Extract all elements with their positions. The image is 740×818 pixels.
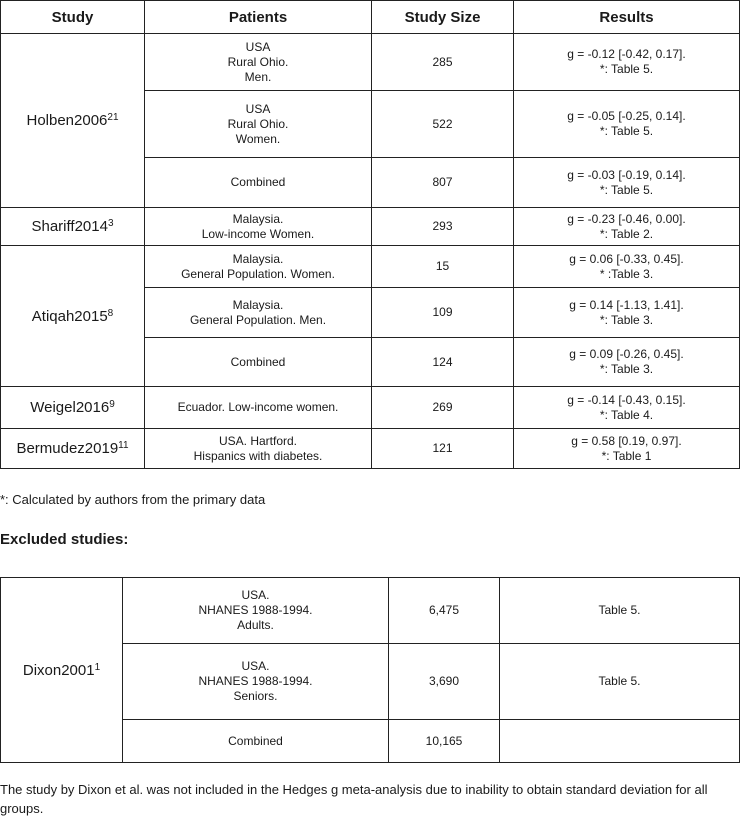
patients-line: Rural Ohio. — [227, 116, 289, 131]
results-line: *: Table 2. — [599, 226, 654, 241]
reference-number: 11 — [118, 440, 129, 451]
study-size-cell: 3,690 — [389, 644, 500, 720]
results-line: g = -0.14 [-0.43, 0.15]. — [567, 392, 686, 407]
study-size-cell: 285 — [372, 34, 514, 91]
results-cell — [514, 387, 740, 429]
patients-line: Hispanics with diabetes. — [193, 448, 323, 463]
results-cell: Table 5. — [500, 578, 740, 644]
results-cell — [514, 338, 740, 387]
study-size-cell: 121 — [372, 429, 514, 469]
study-size-cell: 293 — [372, 208, 514, 246]
results-line: g = 0.58 [0.19, 0.97]. — [571, 433, 682, 448]
table-row — [1, 246, 740, 288]
reference-number: 1 — [94, 661, 101, 673]
results-line: g = -0.03 [-0.19, 0.14]. — [567, 167, 686, 182]
results-cell: Table 5. — [500, 644, 740, 720]
header-row — [1, 1, 740, 34]
study-size-cell: 109 — [372, 288, 514, 338]
study-name-cell — [1, 208, 145, 246]
patients-line: Malaysia. — [232, 211, 284, 226]
patients-cell: Combined — [145, 338, 372, 387]
patients-cell — [145, 246, 372, 288]
results-line: *: Table 3. — [599, 362, 654, 376]
results-line: *: Table 4. — [599, 407, 654, 422]
patients-line: Malaysia. — [232, 251, 284, 266]
study-name-cell — [1, 578, 123, 763]
patients-cell — [145, 34, 372, 91]
excluded-studies-table — [0, 577, 740, 763]
results-cell — [514, 246, 740, 288]
results-line: *: Table 5. — [599, 124, 654, 138]
study-name: Dixon2001 — [22, 661, 95, 679]
results-line: *: Table 1 — [601, 448, 652, 463]
results-line: g = -0.23 [-0.46, 0.00]. — [567, 211, 686, 226]
patients-line: General Population. Men. — [189, 312, 327, 327]
study-size-cell: 6,475 — [389, 578, 500, 644]
study-size-cell: 15 — [372, 246, 514, 288]
header-study-size: Study Size — [372, 1, 514, 34]
study-name: Holben2006 — [26, 112, 108, 129]
table-row — [1, 34, 740, 91]
patients-line: NHANES 1988-1994. — [198, 674, 313, 688]
results-line: * :Table 3. — [599, 266, 654, 281]
study-name-cell — [1, 34, 145, 208]
results-cell — [514, 208, 740, 246]
results-cell — [514, 429, 740, 469]
patients-line: Women. — [235, 131, 281, 146]
patients-cell — [123, 644, 389, 720]
study-name-cell — [1, 246, 145, 387]
results-line: *: Table 3. — [599, 312, 654, 327]
footnote: *: Calculated by authors from the primary data — [0, 492, 266, 507]
study-size-cell: 124 — [372, 338, 514, 387]
patients-line: General Population. Women. — [181, 266, 335, 281]
results-cell — [514, 158, 740, 208]
study-size-cell: 269 — [372, 387, 514, 429]
patients-line: USA. — [241, 588, 270, 602]
patients-line: Rural Ohio. — [227, 54, 289, 69]
patients-line: USA — [245, 101, 271, 116]
results-cell — [514, 34, 740, 91]
results-line: g = -0.12 [-0.42, 0.17]. — [567, 47, 686, 61]
closing-note: The study by Dixon et al. was not included in the Hedges g meta-analysis due to inability to obtain standard deviation for all groups. — [0, 782, 708, 816]
table-row — [1, 208, 740, 246]
reference-number: 3 — [107, 218, 114, 229]
patients-cell — [145, 288, 372, 338]
header-study: Study — [1, 1, 145, 34]
results-line: g = 0.06 [-0.33, 0.45]. — [569, 251, 684, 266]
reference-number: 8 — [107, 307, 114, 319]
study-name: Bermudez2019 — [16, 440, 119, 457]
header-patients: Patients — [145, 1, 372, 34]
study-size-cell: 807 — [372, 158, 514, 208]
results-line: *: Table 5. — [599, 62, 654, 76]
patients-cell: Combined — [123, 720, 389, 763]
patients-line: Malaysia. — [232, 297, 284, 312]
results-line: *: Table 5. — [599, 182, 654, 197]
study-size-cell: 10,165 — [389, 720, 500, 763]
patients-line: Men. — [244, 69, 272, 84]
patients-line: Adults. — [237, 618, 274, 632]
results-cell — [500, 720, 740, 763]
patients-line: Seniors. — [233, 689, 278, 703]
study-size-cell: 522 — [372, 91, 514, 158]
patients-line: NHANES 1988-1994. — [198, 603, 313, 617]
results-line: g = 0.09 [-0.26, 0.45]. — [569, 347, 684, 361]
results-line: g = 0.14 [-1.13, 1.41]. — [569, 297, 684, 312]
reference-number: 9 — [109, 399, 115, 410]
table-row — [1, 429, 740, 469]
results-cell — [514, 288, 740, 338]
patients-cell: Combined — [145, 158, 372, 208]
study-name-cell — [1, 387, 145, 429]
excluded-heading: Excluded studies: — [0, 531, 129, 548]
patients-cell — [145, 91, 372, 158]
reference-number: 21 — [107, 112, 119, 123]
patients-line: USA. Hartford. — [218, 433, 298, 448]
patients-cell — [123, 578, 389, 644]
table-row — [1, 578, 740, 644]
patients-cell: Ecuador. Low-income women. — [145, 387, 372, 429]
study-name: Shariff2014 — [31, 218, 108, 235]
study-name: Atiqah2015 — [31, 307, 108, 325]
table-row — [1, 387, 740, 429]
header-results: Results — [514, 1, 740, 34]
patients-line: Low-income Women. — [201, 226, 315, 241]
patients-line: USA. — [241, 659, 270, 673]
patients-line: USA — [245, 39, 271, 54]
study-name: Weigel2016 — [30, 399, 110, 416]
results-cell — [514, 91, 740, 158]
results-line: g = -0.05 [-0.25, 0.14]. — [567, 109, 686, 123]
patients-cell — [145, 208, 372, 246]
patients-cell — [145, 429, 372, 469]
study-name-cell — [1, 429, 145, 469]
